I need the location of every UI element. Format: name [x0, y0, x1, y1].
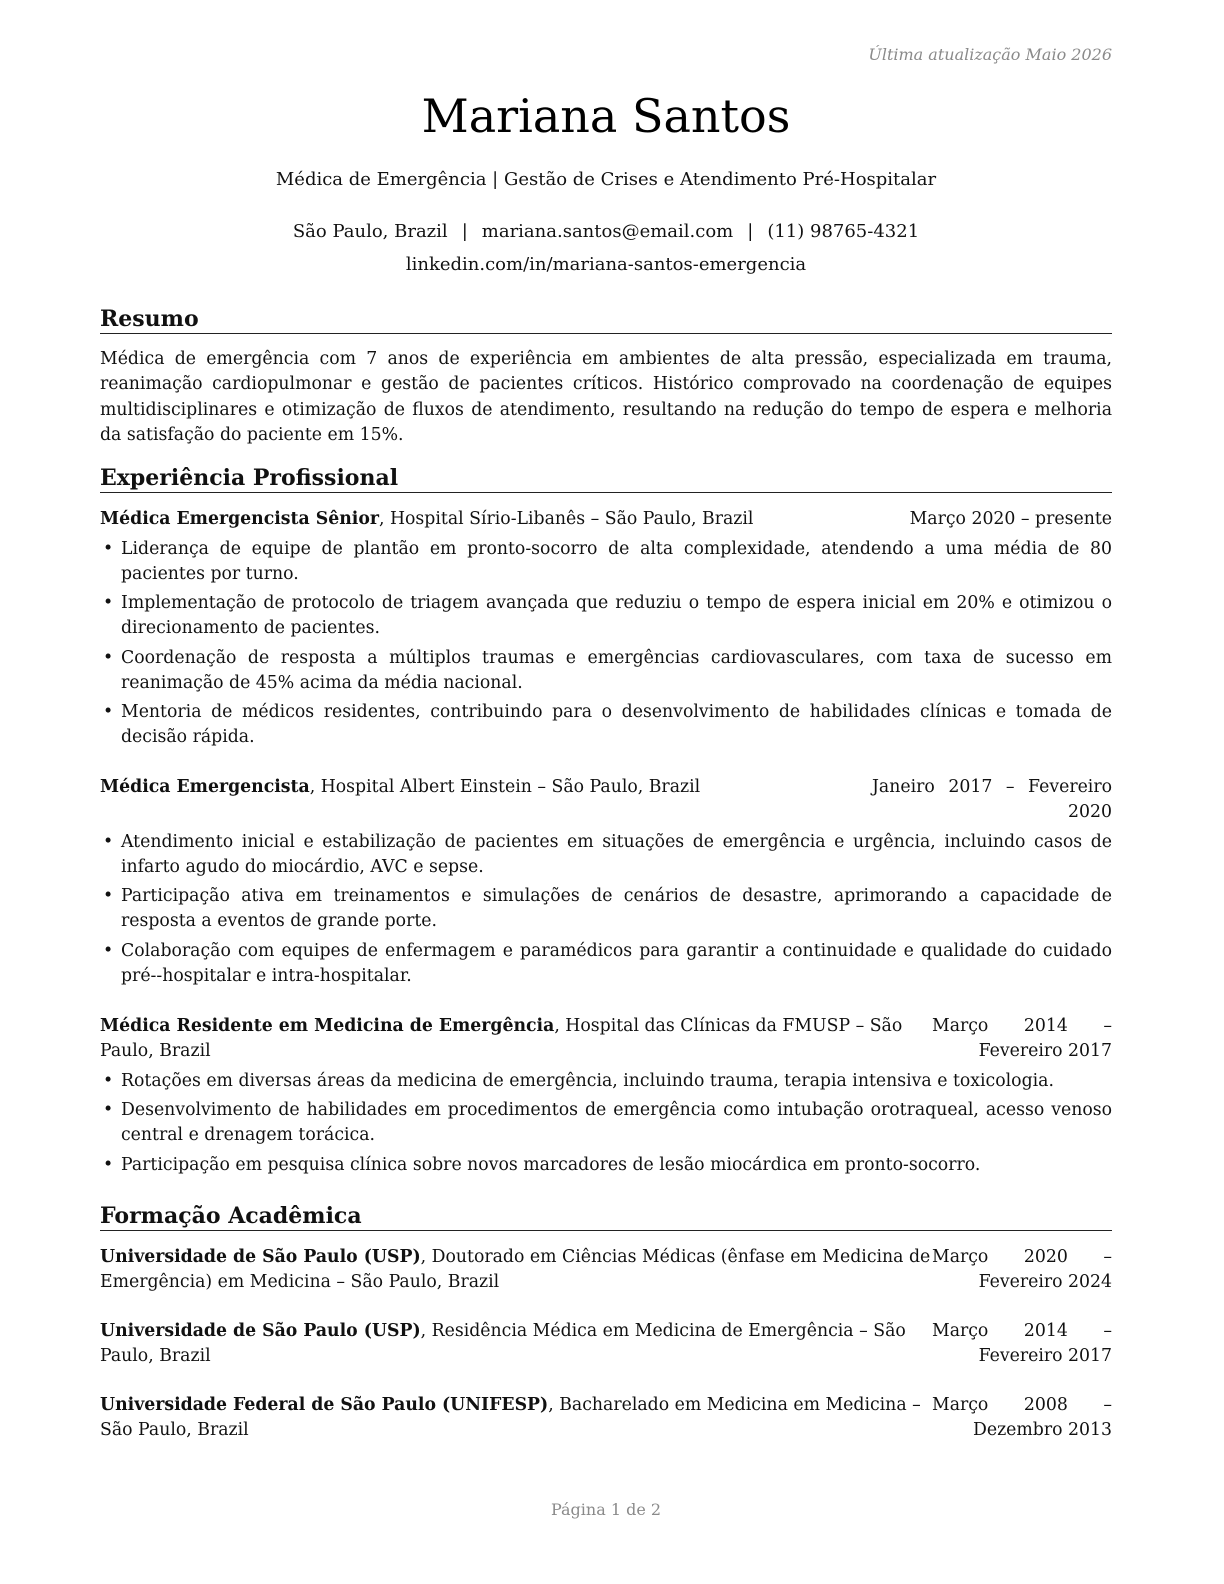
degree: , Doutorado em Ciências Médicas (ênfase em Medicina de Emergência) em Medicina – São Paulo, Brazil: [100, 1247, 931, 1292]
entry-title: [100, 1014, 932, 1064]
email-link[interactable]: mariana.santos@email.com: [481, 221, 734, 242]
education-dates: Março 2008 – Dezembro 2013: [932, 1395, 1112, 1440]
phone: (11) 98765-4321: [767, 221, 920, 242]
separator: |: [461, 221, 468, 242]
list-item: • Coordenação de resposta a múltiplos traumas e emergências cardiovasculares, com taxa de sucesso em reanimação de 45% acima da média nacional.: [100, 646, 1112, 696]
job-org: , Hospital das Clínicas da FMUSP – São Paulo, Brazil: [100, 1016, 903, 1061]
section-title-education: Formação Acadêmica: [100, 1202, 1112, 1231]
institution: Universidade Federal de São Paulo (UNIFESP): [100, 1395, 549, 1415]
job-role: Médica Emergencista Sênior: [100, 509, 379, 529]
candidate-name: Mariana Santos: [421, 89, 791, 143]
degree: , Bacharelado em Medicina em Medicina – São Paulo, Brazil: [100, 1395, 921, 1440]
job-role: Médica Emergencista: [100, 777, 310, 797]
job-dates: Março 2020 – presente: [909, 509, 1112, 529]
job-bullets: [100, 830, 1112, 989]
entry-title: [100, 1393, 932, 1443]
experience-entry: [100, 1014, 1112, 1178]
list-item: • Participação em pesquisa clínica sobre novos marcadores de lesão miocárdica em pronto-socorro.: [100, 1153, 1112, 1178]
job-org: , Hospital Sírio-Libanês – São Paulo, Brazil: [378, 509, 754, 529]
entry-title: [100, 1319, 932, 1369]
entry-title: [100, 507, 910, 532]
list-item: • Desenvolvimento de habilidades em procedimentos de emergência como intubação orotraqueal, acesso venoso central e drenagem torácica.: [100, 1098, 1112, 1148]
job-dates: Janeiro 2017 – Fevereiro 2020: [872, 777, 1112, 822]
headline: Médica de Emergência | Gestão de Crises e Atendimento Pré-Hospitalar: [275, 169, 937, 190]
summary-text: Médica de emergência com 7 anos de experiência em ambientes de alta pressão, especializada em trauma, reanimação cardiopulmonar e gestão de pacientes críticos. Histórico comprovado na coordenação de equipes multidisciplinares e otimização de fluxos de atendimento, resultando na redução do tempo de espera e melhoria da satisfação do paciente em 15%.: [100, 349, 1112, 445]
list-item: • Rotações em diversas áreas da medicina de emergência, incluindo trauma, terapia intensiva e toxicologia.: [100, 1069, 1112, 1094]
list-item: • Mentoria de médicos residentes, contribuindo para o desenvolvimento de habilidades clínicas e tomada de decisão rápida.: [100, 700, 1112, 750]
contact-line: [100, 220, 1112, 244]
institution: Universidade de São Paulo (USP): [100, 1321, 421, 1341]
education-entry: [100, 1319, 1112, 1369]
job-dates: Março 2014 – Fevereiro 2017: [932, 1016, 1112, 1061]
education-entry: [100, 1393, 1112, 1443]
list-item: • Atendimento inicial e estabilização de pacientes em situações de emergência e urgência, incluindo casos de infarto agudo do miocárdio, AVC e sepse.: [100, 830, 1112, 880]
job-bullets: [100, 537, 1112, 751]
education-entry: [100, 1245, 1112, 1295]
linkedin-link[interactable]: linkedin.com/in/mariana-santos-emergencia: [405, 254, 807, 275]
separator: |: [747, 221, 754, 242]
experience-entry: [100, 507, 1112, 750]
location: São Paulo, Brazil: [292, 221, 448, 242]
education-dates: Março 2014 – Fevereiro 2017: [932, 1321, 1112, 1366]
job-role: Médica Residente em Medicina de Emergência: [100, 1016, 555, 1036]
job-bullets: [100, 1069, 1112, 1178]
entry-title: [100, 1245, 932, 1295]
entry-title: [100, 775, 872, 800]
job-org: , Hospital Albert Einstein – São Paulo, Brazil: [309, 777, 701, 797]
list-item: • Colaboração com equipes de enfermagem e paramédicos para garantir a continuidade e qualidade do cuidado pré--hospitalar e intra-hospitalar.: [100, 939, 1112, 989]
education-dates: Março 2020 – Fevereiro 2024: [932, 1247, 1112, 1292]
list-item: • Participação ativa em treinamentos e simulações de cenários de desastre, aprimorando a capacidade de resposta a eventos de grande porte.: [100, 884, 1112, 934]
degree: , Residência Médica em Medicina de Emergência – São Paulo, Brazil: [100, 1321, 906, 1366]
list-item: • Implementação de protocolo de triagem avançada que reduziu o tempo de espera inicial em 20% e otimizou o direcionamento de pacientes.: [100, 591, 1112, 641]
institution: Universidade de São Paulo (USP): [100, 1247, 421, 1267]
section-title-summary: Resumo: [100, 305, 1112, 334]
experience-entry: [100, 775, 1112, 989]
section-title-experience: Experiência Profissional: [100, 464, 1112, 493]
last-updated: Última atualização Maio 2026: [868, 45, 1112, 64]
list-item: • Liderança de equipe de plantão em pronto-socorro de alta complexidade, atendendo a uma média de 80 pacientes por turno.: [100, 537, 1112, 587]
page-number: Página 1 de 2: [550, 1500, 662, 1519]
